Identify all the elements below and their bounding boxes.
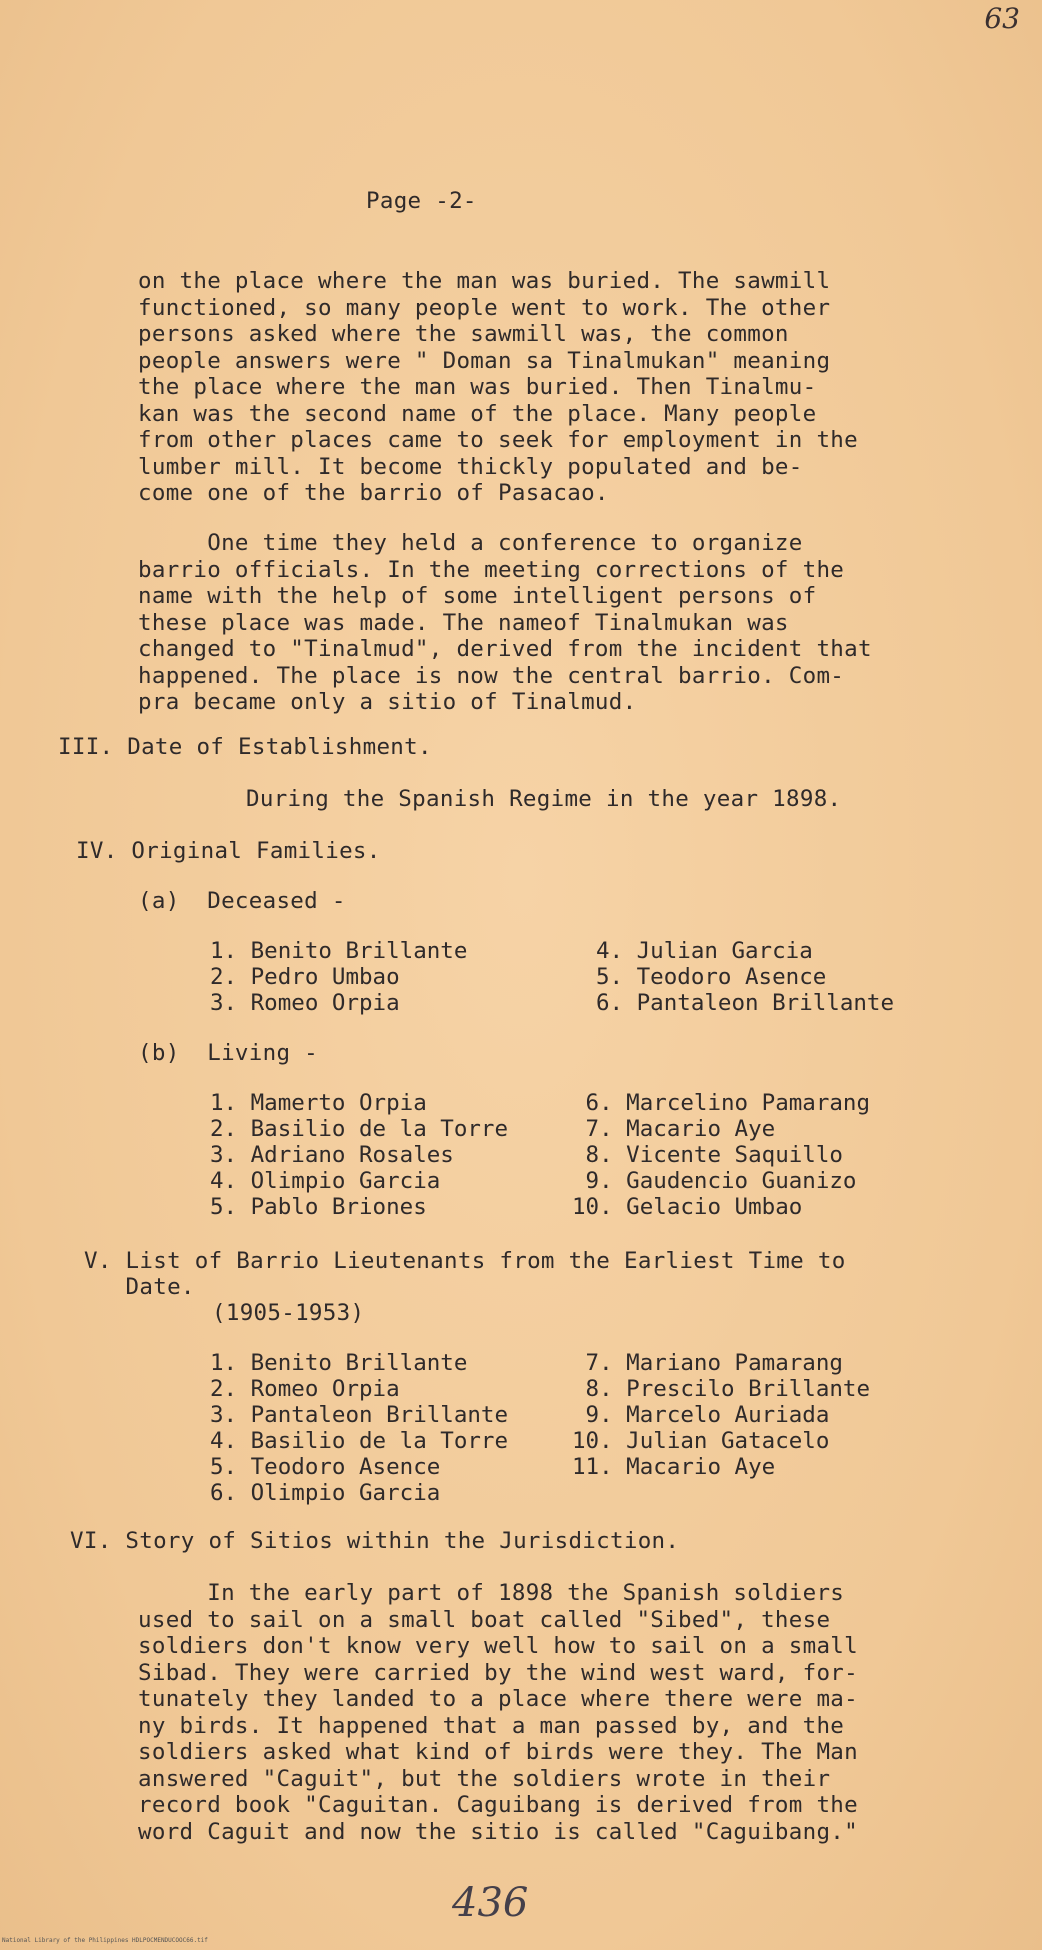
lieutenants-list-left: [210, 1350, 508, 1506]
lieutenants-list-right: [572, 1350, 870, 1480]
paragraph-line: people answers were " Doman sa Tinalmukan" meaning: [138, 347, 831, 374]
paragraph-line: tunately they landed to a place where there were ma-: [138, 1686, 858, 1712]
list-item: 4. Olimpio Garcia: [210, 1168, 441, 1194]
list-item: 6. Olimpio Garcia: [210, 1480, 441, 1506]
handwritten-page-number: 63: [984, 2, 1020, 35]
list-item: 6. Marcelino Pamarang: [572, 1090, 871, 1116]
paragraph-line: In the early part of 1898 the Spanish soldiers: [138, 1580, 845, 1606]
list-item: 4. Basilio de la Torre: [210, 1428, 509, 1454]
list-item: 2. Basilio de la Torre: [210, 1116, 509, 1142]
list-item: 7. Macario Aye: [572, 1116, 776, 1142]
paragraph-line: record book "Caguitan. Caguibang is derived from the: [138, 1792, 858, 1818]
list-item: 6. Pantaleon Brillante: [596, 990, 895, 1016]
handwritten-bottom-number: 436: [452, 1880, 529, 1926]
paragraph-line: word Caguit and now the sitio is called "Caguibang.": [138, 1818, 858, 1845]
section-5-heading-line-1: V. List of Barrio Lieutenants from the Earliest Time to: [84, 1248, 846, 1274]
living-list-right: [572, 1090, 870, 1220]
list-item: 5. Teodoro Asence: [596, 964, 827, 990]
list-item: 7. Mariano Pamarang: [572, 1350, 843, 1376]
paragraph-line: lumber mill. It become thickly populated and be-: [138, 453, 803, 480]
list-item: 2. Pedro Umbao: [210, 964, 400, 990]
paragraph-line: barrio officials. In the meeting corrections of the: [138, 556, 845, 583]
paragraph-line: kan was the second name of the place. Many people: [138, 400, 817, 427]
deceased-label: (a) Deceased -: [138, 888, 346, 914]
section-3-text: During the Spanish Regime in the year 1898.: [246, 786, 842, 812]
list-item: 10. Gelacio Umbao: [572, 1194, 803, 1220]
paragraph-line: used to sail on a small boat called "Sibed", these: [138, 1606, 831, 1633]
list-item: 3. Romeo Orpia: [210, 990, 400, 1016]
section-4-heading: IV. Original Families.: [76, 838, 381, 864]
paragraph-line: ny birds. It happened that a man passed by, and the: [138, 1712, 845, 1739]
paragraph-line: functioned, so many people went to work. The other: [138, 294, 831, 321]
list-item: 1. Benito Brillante: [210, 1350, 468, 1376]
page-heading: Page -2-: [366, 188, 477, 214]
paragraph-line: from other places came to seek for employment in the: [138, 427, 858, 453]
paragraph-line: happened. The place is now the central barrio. Com-: [138, 662, 845, 689]
paragraph-line: soldiers asked what kind of birds were they. The Man: [138, 1739, 858, 1765]
living-list-left: [210, 1090, 508, 1220]
paragraph-line: these place was made. The nameof Tinalmukan was: [138, 609, 789, 636]
list-item: 8. Prescilo Brillante: [572, 1376, 871, 1402]
footer-caption: National Library of the Philippines HDLPOCMENDUCOOC66.tif: [2, 1937, 208, 1944]
list-item: 11. Macario Aye: [572, 1454, 776, 1480]
list-item: 2. Romeo Orpia: [210, 1376, 400, 1402]
list-item: 10. Julian Gatacelo: [572, 1428, 830, 1454]
list-item: 1. Benito Brillante: [210, 938, 468, 964]
list-item: 5. Teodoro Asence: [210, 1454, 441, 1480]
deceased-list-right: [596, 938, 894, 1016]
paragraph-line: on the place where the man was buried. The sawmill: [138, 268, 831, 294]
list-item: 5. Pablo Briones: [210, 1194, 427, 1220]
deceased-list-left: [210, 938, 467, 1016]
list-item: 9. Gaudencio Guanizo: [572, 1168, 857, 1194]
section-5-years: (1905-1953): [212, 1300, 365, 1326]
section-3-heading: III. Date of Establishment.: [58, 734, 432, 760]
list-item: 3. Adriano Rosales: [210, 1142, 454, 1168]
paragraph-line: persons asked where the sawmill was, the common: [138, 321, 789, 347]
section-5-heading-line-2: Date.: [84, 1274, 195, 1300]
paragraph-line: changed to "Tinalmud", derived from the incident that: [138, 636, 872, 662]
list-item: 1. Mamerto Orpia: [210, 1090, 427, 1116]
paragraph-line: answered "Caguit", but the soldiers wrote in their: [138, 1765, 831, 1792]
paragraph-line: come one of the barrio of Pasacao.: [138, 480, 609, 506]
living-label: (b) Living -: [138, 1040, 318, 1066]
paragraph-line: the place where the man was buried. Then Tinalmu-: [138, 374, 817, 400]
paragraph-line: Sibad. They were carried by the wind west ward, for-: [138, 1659, 858, 1686]
list-item: 9. Marcelo Auriada: [572, 1402, 830, 1428]
paragraph-line: soldiers don't know very well how to sail on a small: [138, 1633, 858, 1659]
list-item: 4. Julian Garcia: [596, 938, 813, 964]
paragraph-line: One time they held a conference to organize: [138, 530, 803, 556]
paragraph-line: name with the help of some intelligent persons of: [138, 583, 817, 609]
paragraph-line: pra became only a sitio of Tinalmud.: [138, 689, 637, 715]
list-item: 3. Pantaleon Brillante: [210, 1402, 509, 1428]
section-6-heading: VI. Story of Sitios within the Jurisdiction.: [70, 1528, 680, 1554]
list-item: 8. Vicente Saquillo: [572, 1142, 843, 1168]
